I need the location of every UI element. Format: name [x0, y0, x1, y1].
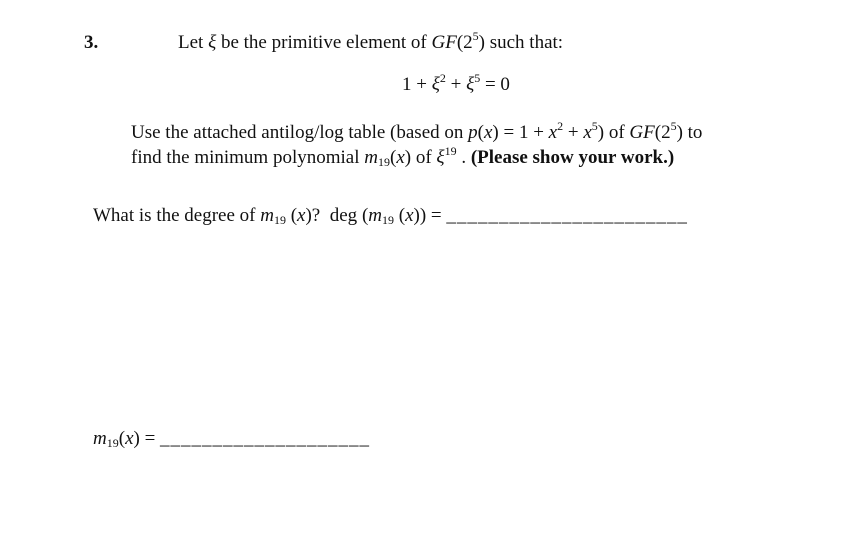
polynomial-answer-blank[interactable]: ____________________	[160, 428, 371, 449]
l1-exp5: 5	[591, 119, 598, 133]
ans-paren1: (	[118, 428, 126, 449]
l1-plus: +	[567, 122, 579, 143]
l2-exp19: 19	[444, 144, 457, 158]
intro-open: (2	[456, 32, 473, 53]
ans-paren2: )	[133, 428, 140, 449]
l2-paren: (	[390, 147, 397, 168]
l1-p: p	[468, 122, 478, 143]
ans-sub: 19	[106, 436, 119, 450]
l1-text-e: ) of	[597, 122, 625, 143]
l1-exp2: 2	[557, 119, 564, 133]
l2-x: x	[396, 147, 405, 168]
problem-intro	[178, 29, 564, 54]
deg-x2: x	[405, 205, 414, 226]
deg-sub: 19	[273, 213, 286, 227]
l1-gf: GF	[629, 122, 655, 143]
eq-xi-b: ξ	[466, 74, 475, 95]
ans-m: m	[93, 428, 107, 449]
eq-rhs: = 0	[484, 74, 510, 95]
intro-text2: such that:	[489, 32, 564, 53]
deg-paren1: (	[290, 205, 298, 226]
l1-text-g: ) to	[676, 122, 703, 143]
deg-popen: (	[361, 205, 369, 226]
l1-exp5b: 5	[670, 119, 677, 133]
intro-exp: 5	[472, 29, 479, 43]
intro-gf: GF	[431, 32, 457, 53]
intro-let: Let	[178, 32, 204, 53]
l2-xi: ξ	[436, 147, 445, 168]
instruction-line-1	[131, 120, 702, 145]
please-show-work: (Please show your work.)	[470, 147, 675, 168]
eq-pow-a: 2	[439, 71, 446, 85]
instruction-line-2	[131, 145, 702, 170]
degree-question	[93, 205, 688, 227]
deg-x: x	[297, 205, 306, 226]
l1-x3: x	[583, 122, 592, 143]
l1-text-a: Use the attached antilog/log table (based on	[131, 122, 464, 143]
l1-text-c: ) = 1 +	[492, 122, 544, 143]
minimal-polynomial-answer	[93, 428, 370, 450]
deg-sub2: 19	[382, 213, 394, 227]
l2-sub: 19	[378, 155, 390, 169]
l1-x2: x	[548, 122, 558, 143]
eq-plus: +	[450, 74, 462, 95]
deg-text: What is the degree of	[93, 205, 256, 226]
deg-paren2: )?	[305, 205, 321, 226]
l1-text-f: (2	[654, 122, 671, 143]
deg-m: m	[260, 205, 274, 226]
intro-xi: ξ	[208, 32, 217, 53]
l2-text-a: find the minimum polynomial	[131, 147, 360, 168]
deg-m2: m	[368, 205, 382, 226]
eq-one: 1 +	[402, 74, 427, 95]
eq-xi-a: ξ	[431, 74, 440, 95]
eq-pow-b: 5	[474, 71, 481, 85]
deg-fn: deg	[329, 205, 358, 226]
deg-paren4: ))	[413, 205, 427, 226]
l1-paren: (	[477, 122, 484, 143]
intro-text1: be the primitive element of	[220, 32, 427, 53]
problem-number: 3.	[84, 32, 99, 53]
intro-close: )	[478, 32, 485, 53]
l2-m: m	[364, 147, 378, 168]
primitive-equation	[402, 71, 510, 96]
instruction-paragraph	[131, 120, 702, 170]
ans-x: x	[125, 428, 134, 449]
deg-eq: =	[430, 205, 442, 226]
ans-eq: =	[144, 428, 156, 449]
l2-period: .	[461, 147, 467, 168]
l1-x1: x	[483, 122, 493, 143]
deg-paren3: (	[398, 205, 406, 226]
l2-text-c: ) of	[404, 147, 432, 168]
degree-answer-blank[interactable]: _______________________	[446, 205, 688, 226]
